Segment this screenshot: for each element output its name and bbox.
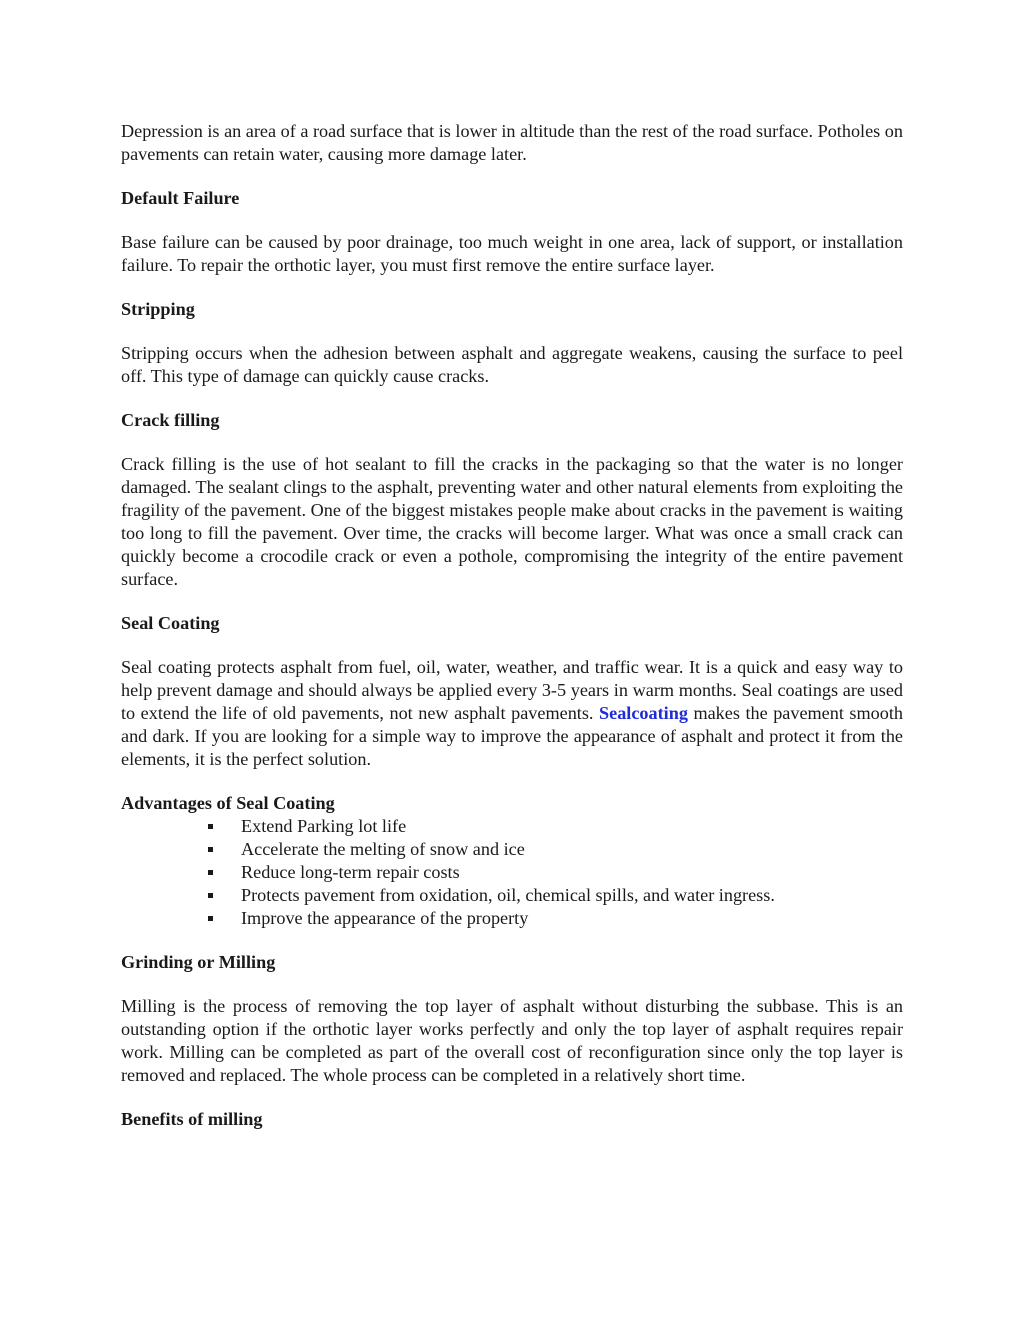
milling-paragraph: Milling is the process of removing the top layer of asphalt without disturbing the subbase. This is an outstanding option if the orthotic layer works perfectly and only the top layer of asphalt requires repair work. Milling can be completed as part of the overall cost of reconfiguration since only the top layer is removed and replaced. The whole process can be completed in a relatively short time.: [121, 996, 903, 1085]
list-item: [121, 815, 903, 838]
crack-filling-paragraph: Crack filling is the use of hot sealant to fill the cracks in the packaging so that the water is no longer damaged. The sealant clings to the asphalt, preventing water and other natural elements from exploiting the fragility of the pavement. One of the biggest mistakes people make about cracks in the pavement is waiting too long to fill the pavement. Over time, the cracks will become larger. What was once a small crack can quickly become a crocodile crack or even a pothole, compromising the integrity of the entire pavement surface.: [121, 454, 903, 589]
stripping-heading: Stripping: [121, 299, 195, 319]
square-bullet-icon: [208, 824, 213, 829]
advantages-list: [121, 815, 903, 930]
list-item: [121, 884, 903, 907]
list-item-text: Extend Parking lot life: [241, 816, 407, 836]
list-item-text: Accelerate the melting of snow and ice: [241, 839, 525, 859]
crack-filling-heading: Crack filling: [121, 410, 220, 430]
square-bullet-icon: [208, 916, 213, 921]
seal-coating-heading: Seal Coating: [121, 613, 220, 633]
advantages-heading: Advantages of Seal Coating: [121, 793, 335, 813]
list-item-text: Reduce long-term repair costs: [241, 862, 460, 882]
seal-coating-text-before: Seal coating protects asphalt from fuel, oil, water, weather, and traffic wear. It is a quick and easy way to help prevent damage and should always be applied every 3-5 years in warm months. Seal coatings are used to extend the life of old pavements, not new asphalt pavements.: [121, 657, 903, 723]
sealcoating-link[interactable]: Sealcoating: [599, 703, 688, 723]
grinding-milling-heading: Grinding or Milling: [121, 952, 276, 972]
square-bullet-icon: [208, 870, 213, 875]
seal-coating-paragraph: [121, 656, 903, 771]
seal-coating-text-after: makes the pavement smooth and dark. If you are looking for a simple way to improve the appearance of asphalt and protect it from the elements, it is the perfect solution.: [121, 703, 903, 769]
list-item: [121, 838, 903, 861]
default-failure-heading: Default Failure: [121, 188, 240, 208]
list-item-text: Protects pavement from oxidation, oil, chemical spills, and water ingress.: [241, 885, 775, 905]
depression-paragraph: Depression is an area of a road surface that is lower in altitude than the rest of the road surface. Potholes on pavements can retain water, causing more damage later.: [121, 121, 903, 164]
document-page: [121, 120, 903, 1152]
square-bullet-icon: [208, 847, 213, 852]
list-item: [121, 861, 903, 884]
square-bullet-icon: [208, 893, 213, 898]
list-item-text: Improve the appearance of the property: [241, 908, 529, 928]
benefits-milling-heading: Benefits of milling: [121, 1109, 263, 1129]
stripping-paragraph: Stripping occurs when the adhesion between asphalt and aggregate weakens, causing the surface to peel off. This type of damage can quickly cause cracks.: [121, 343, 903, 386]
list-item: [121, 907, 903, 930]
base-failure-paragraph: Base failure can be caused by poor drainage, too much weight in one area, lack of support, or installation failure. To repair the orthotic layer, you must first remove the entire surface layer.: [121, 232, 903, 275]
